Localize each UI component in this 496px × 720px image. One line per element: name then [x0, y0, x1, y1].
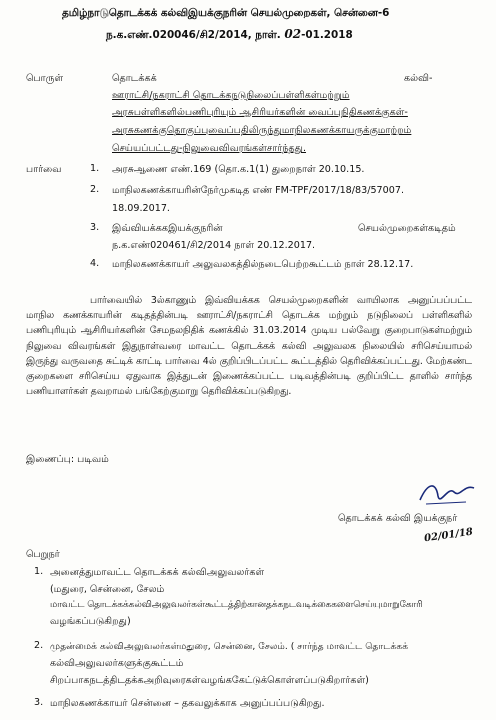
reference-item-1-number: 1.	[90, 163, 100, 174]
signature-handwritten-date: 02/01/18	[423, 526, 474, 545]
enclosure-note: இணைப்பு: படிவம்	[26, 454, 109, 465]
signature-mark	[418, 478, 478, 508]
subject-line-2: ஊராட்சி/நகராட்சி தொடக்கநடுநிலைப்பள்ளிகள்மற்றும்	[112, 90, 350, 101]
recipients-label: பெறுநர்	[26, 549, 60, 560]
recipient-1-line-4: வழங்கப்படுகிறது)	[50, 616, 131, 627]
handwritten-date: 02	[284, 27, 302, 41]
reference-label: பார்வை	[26, 164, 62, 175]
recipient-3-line-1: மாநிலகணக்காயர் சென்னை – தகவலுக்காக அனுப்பப்படுகிறது.	[50, 698, 325, 709]
recipient-2-number: 2.	[34, 640, 44, 651]
recipient-1-line-1: அனைத்துமாவட்ட தொடக்கக் கல்விஅலுவலர்கள்	[50, 567, 265, 578]
reference-item-3-number: 3.	[90, 222, 100, 233]
reference-item-4: மாநிலகணக்காயர் அலுவலகத்தில்நடைபெற்றகூட்டம் நாள் 28.12.17.	[112, 259, 414, 270]
reference-item-2-line-1: மாநிலகணக்காயரின்நேர்முகடித எண் FM-TPF/2017/18/83/57007.	[112, 185, 405, 196]
reference-date-suffix: -01.2018	[301, 29, 353, 41]
reference-item-2-number: 2.	[90, 184, 100, 195]
reference-number: ந.க.எண்.020046/சி2/2014, நாள்.	[106, 29, 281, 41]
reference-item-3-line-1: இவ்வியக்ககஇயக்குநரின்	[112, 223, 223, 234]
reference-item-4-number: 4.	[90, 258, 100, 269]
reference-item-1: அரசுஆணை எண்.169 (தொ.க.1(1) துறைநாள் 20.10.15.	[112, 164, 365, 175]
subject-line-1: தொடக்கக்	[112, 73, 157, 84]
body-paragraph: பார்வையில் 3ல்காணும் இவ்வியக்கக செயல்முறைகளின் வாயிலாக அனுப்பப்பட்ட மாநில கணக்காயரின் கடிதத்தின்படி ஊராட்சி/நகராட்சி தொடக்க மற்றும் நடுநிலைப் பள்ளிகளில் பணிபுரியும் ஆசிரியர்களின் சேமநலநிதிக் கணக்கில் 31.03.2014 முடிய பல்வேறு குறைபாடுகள்மற்றும் நிலுவை விவரங்கள் இதுநாள்வரை மாவட்ட தொடக்கக் கல்வி அலுவலக நிலையில் சரிசெய்யாமல் இருந்து வருவதை சுட்டிக் காட்டி பார்வை 4ல் குறிப்பிடப்பட்ட கூட்டத்தில் தெரிவிக்கப்பட்டது. மேற்கண்ட குறைகளை சரிசெய்ய ஏதுவாக இத்துடன் இணைக்கப்பட்ட படிவத்தின்படி குறிப்பிட்ட தாளில் சார்ந்த பணியாளர்கள் தவறாமல் பங்கேற்குமாறு தெரிவிக்கப்படுகிறது.	[26, 295, 472, 398]
reference-number-line	[106, 27, 353, 42]
reference-item-3-right: செயல்முறைகள்கடிதம்	[358, 223, 456, 234]
subject-line-5: செய்யப்பட்டது-நிலுவைவிவரங்கள்சார்ந்தது.	[112, 143, 307, 154]
recipient-3-number: 3.	[34, 697, 44, 708]
recipient-2-line-3: சிறப்பாகநடத்திடதக்கஅறிவுரைகள்வழங்ககேட்டுக்கொள்ளப்படுகிறார்கள்)	[50, 675, 369, 686]
subject-label: பொருள்	[26, 73, 64, 84]
subject-line-3: அரசுபள்ளிகளில்பணிபுரியும் ஆசிரியர்களின் வைப்புநிதிகணக்குகள்-	[112, 107, 408, 118]
subject-line-4: அரசுகணக்குதொகுப்புவைப்பதிலிருந்துமாநிலகணக்காயருக்குமாற்றம்	[112, 125, 412, 136]
recipient-1-number: 1.	[34, 566, 44, 577]
reference-item-3-line-2: ந.க.எண்020461/சி2/2014 நாள் 20.12.2017.	[112, 240, 316, 251]
recipient-2-line-2: கல்விஅலுவலர்களுக்குகூட்டம்	[50, 658, 184, 669]
reference-item-2-line-2: 18.09.2017.	[112, 203, 170, 214]
recipient-1-line-2: (மதுரை, சென்னை, சேலம்	[50, 584, 165, 595]
subject-right-word: கல்வி-	[404, 73, 433, 84]
office-title: தமிழ்நாடுதொடக்கக் கல்விஇயக்குநரின் செயல்முறைகள், சென்னை-6	[62, 7, 390, 19]
recipient-1-line-3: மாவட்ட தொடக்கக்கல்விஅலுவலர்கள்கூட்டத்திற்கானதக்கநடவடிக்கைகளைசெய்யுமாறுகோரி	[50, 600, 423, 610]
signature-designation: தொடக்கக் கல்வி இயக்குநர்	[338, 513, 458, 524]
recipient-2-line-1: முதன்மைக் கல்விஅலுவலர்கள்மதுரை, சென்னை, சேலம். ( சார்ந்த மாவட்ட தொடக்கக்	[50, 641, 409, 652]
